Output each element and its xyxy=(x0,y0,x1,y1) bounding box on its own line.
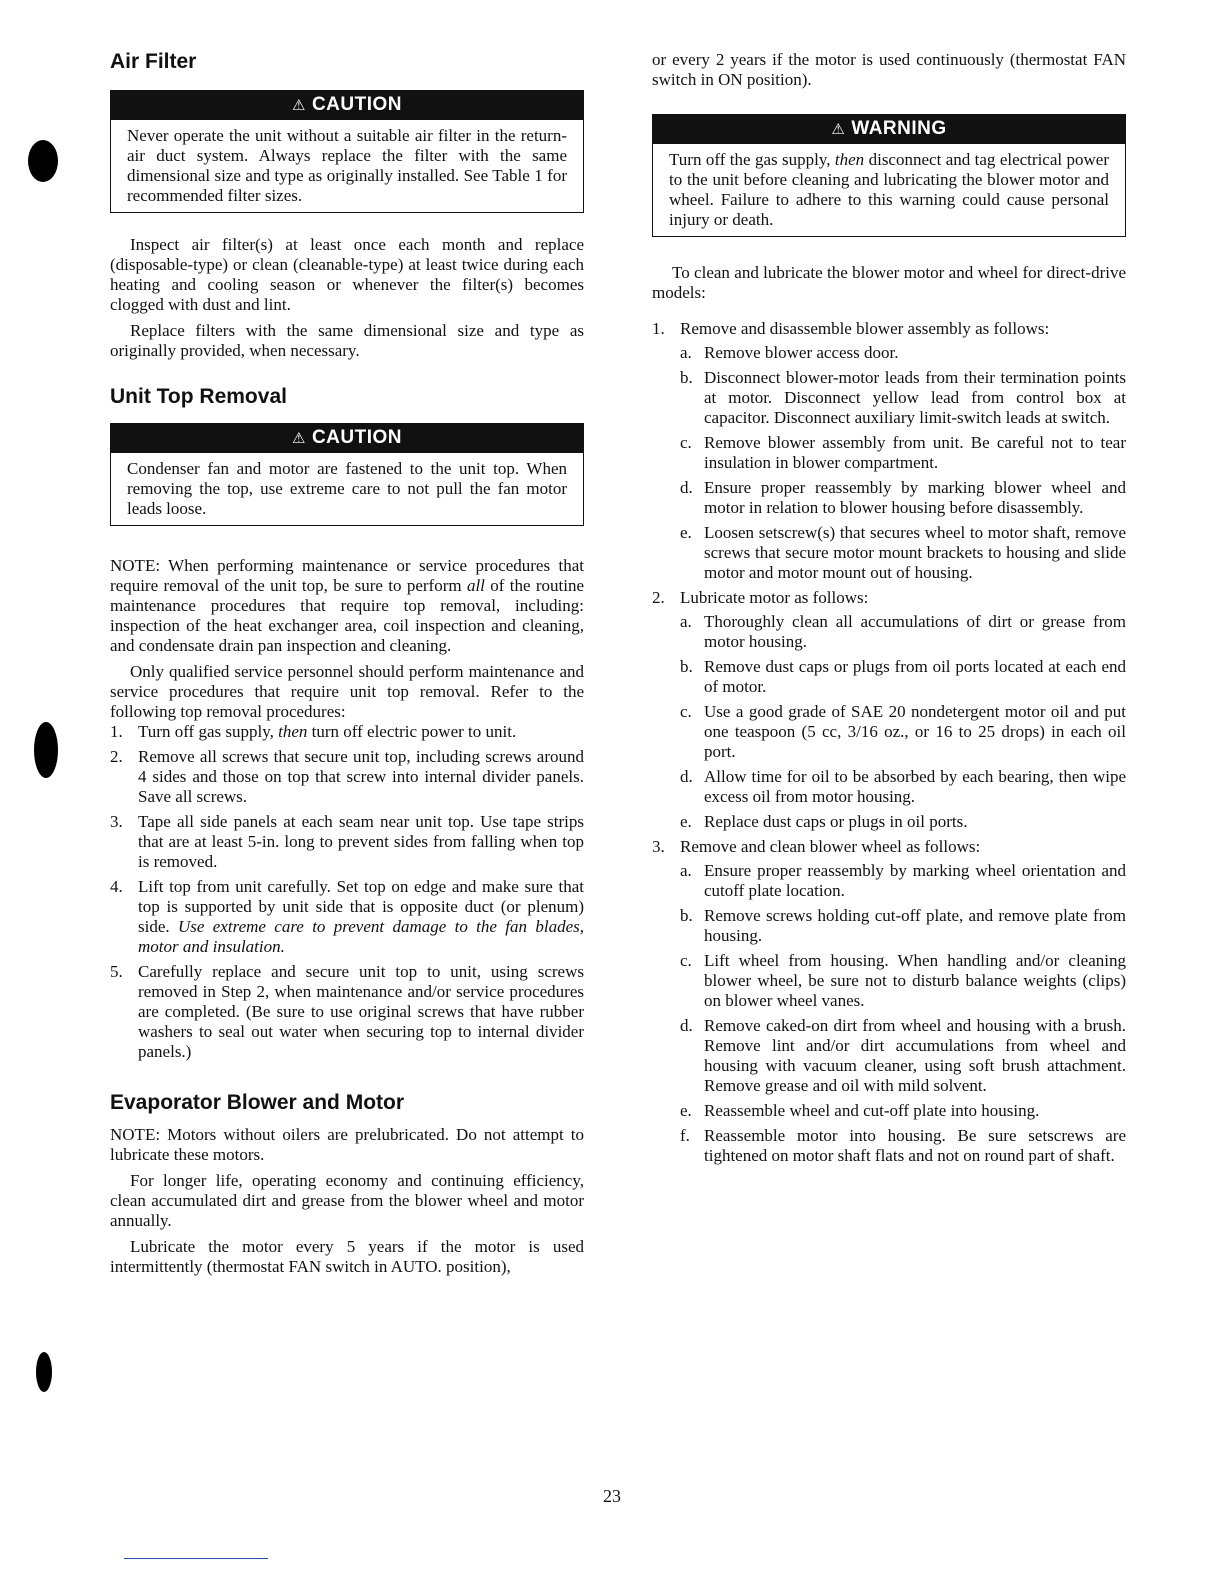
sub-list-item: e. Reassemble wheel and cut-off plate into housing. xyxy=(680,1101,1040,1120)
list-item: 5. Carefully replace and secure unit top to unit, using screws removed in Step 2, when maintenance and/or service procedures are completed. (Be sure to use original screws that have rubber washers to seal out water when securing top to internal divider panels.) xyxy=(110,962,584,1061)
page-number: 23 xyxy=(603,1486,621,1506)
warning-box xyxy=(652,114,1126,237)
right-column xyxy=(652,50,1126,1171)
sub-list-item: a. Thoroughly clean all accumulations of dirt or grease from motor housing. xyxy=(680,612,1126,651)
evaporator-note: NOTE: Motors without oilers are prelubricated. Do not attempt to lubricate these motors. xyxy=(110,1125,584,1164)
sub-list xyxy=(680,861,1126,1166)
warning-triangle-icon: ⚠ xyxy=(291,97,306,114)
warning-header: ⚠ WARNING xyxy=(653,115,1125,144)
binder-hole-bottom xyxy=(36,1352,52,1392)
binder-hole-middle xyxy=(34,722,58,778)
footer-rule xyxy=(124,1558,268,1559)
evaporator-paragraph-1: For longer life, operating economy and continuing efficiency, clean accumulated dirt and grease from the blower wheel and motor annually. xyxy=(110,1171,584,1230)
blower-intro-paragraph: To clean and lubricate the blower motor and wheel for direct-drive models: xyxy=(652,263,1126,302)
sub-list-item: b. Remove screws holding cut-off plate, and remove plate from housing. xyxy=(680,906,1126,945)
air-filter-paragraph-1: Inspect air filter(s) at least once each month and replace (disposable-type) or clean (cleanable-type) at least twice during each heating and cooling season or whenever the filter(s) becomes clogged with dust and lint. xyxy=(110,235,584,314)
unit-top-removal-heading: Unit Top Removal xyxy=(110,385,287,408)
caution-box-air-filter xyxy=(110,90,584,213)
list-item: 1. Remove and disassemble blower assembly as follows: a. Remove blower access door. b. Disconnect blower-motor leads from their termination points at motor. Disconnect yellow lead from control box at capacitor. Disconnect auxiliary limit-switch leads at switch. c. Remove blower assembly from unit. Be careful not to tear insulation in blower compartment. d. Ensure proper reassembly by marking blower wheel and motor in relation to blower housing before disassembly. e. Loosen setscrew(s) that secures wheel to motor shaft, remove screws that secure motor mount brackets to housing and slide motor and motor mount out of housing. xyxy=(652,319,1126,582)
warning-triangle-icon: ⚠ xyxy=(831,121,846,138)
evaporator-blower-heading: Evaporator Blower and Motor xyxy=(110,1091,405,1114)
list-item: 2. Lubricate motor as follows: a. Thoroughly clean all accumulations of dirt or grease from motor housing. b. Remove dust caps or plugs from oil ports located at each end of motor. c. Use a good grade of SAE 20 nondetergent motor oil and put one teaspoon (5 cc, 3/16 oz., or 16 to 25 drops) in each oil port. d. Allow time for oil to be absorbed by each bearing, then wipe excess oil from motor housing. e. Replace dust caps or plugs in oil ports. xyxy=(652,588,1126,831)
list-item: 3. Tape all side panels at each seam near unit top. Use tape strips that are at least 5-in. long to prevent sides from falling when top is removed. xyxy=(110,812,584,871)
sub-list-item: d. Ensure proper reassembly by marking blower wheel and motor in relation to blower housing before disassembly. xyxy=(680,478,1126,517)
sub-list-item: f. Reassemble motor into housing. Be sure setscrews are tightened on motor shaft flats and not on round part of shaft. xyxy=(680,1126,1126,1165)
sub-list xyxy=(680,343,1126,583)
list-item: 1. Turn off gas supply, then turn off electric power to unit. xyxy=(110,722,517,741)
sub-list-item: c. Remove blower assembly from unit. Be careful not to tear insulation in blower compartment. xyxy=(680,433,1126,472)
top-removal-steps xyxy=(110,722,584,1062)
sub-list-item: b. Disconnect blower-motor leads from their termination points at motor. Disconnect yellow lead from control box at capacitor. Disconnect auxiliary limit-switch leads at switch. xyxy=(680,368,1126,427)
sub-list-item: b. Remove dust caps or plugs from oil ports located at each end of motor. xyxy=(680,657,1126,696)
sub-list-item: d. Remove caked-on dirt from wheel and housing with a brush. Remove lint and/or dirt accumulations from wheel and housing with vacuum cleaner, using soft brush attachment. Remove grease and oil with mild solvent. xyxy=(680,1016,1126,1095)
warning-text: Turn off the gas supply, then disconnect and tag electrical power to the unit before cleaning and lubricating the blower motor and wheel. Failure to adhere to this warning could cause personal injury or death. xyxy=(669,150,1109,229)
sub-list xyxy=(680,612,1126,832)
left-column xyxy=(110,48,584,1277)
sub-list-item: d. Allow time for oil to be absorbed by each bearing, then wipe excess oil from motor housing. xyxy=(680,767,1126,806)
sub-list-item: c. Lift wheel from housing. When handling and/or cleaning blower wheel, be sure not to disturb balance weights (clips) on blower wheel vanes. xyxy=(680,951,1126,1010)
top-removal-note: NOTE: When performing maintenance or service procedures that require removal of the unit top, be sure to perform all of the routine maintenance procedures that require top removal, including: inspection of the heat exchanger area, coil inspection and cleaning, and condensate drain pan inspection and cleaning. xyxy=(110,556,584,655)
continued-paragraph: or every 2 years if the motor is used continuously (thermostat FAN switch in ON position). xyxy=(652,50,1126,89)
caution-header: ⚠ CAUTION xyxy=(111,91,583,120)
air-filter-paragraph-2: Replace filters with the same dimensional size and type as originally provided, when necessary. xyxy=(110,321,584,360)
caution-text: Condenser fan and motor are fastened to the unit top. When removing the top, use extreme care to not pull the fan motor leads loose. xyxy=(127,459,567,518)
sub-list-item: e. Loosen setscrew(s) that secures wheel to motor shaft, remove screws that secure motor mount brackets to housing and slide motor and motor mount out of housing. xyxy=(680,523,1126,582)
sub-list-item: a. Remove blower access door. xyxy=(680,343,899,362)
list-item: 2. Remove all screws that secure unit top, including screws around 4 sides and those on top that screw into internal divider panels. Save all screws. xyxy=(110,747,584,806)
blower-procedure-steps xyxy=(652,319,1126,1166)
warning-triangle-icon: ⚠ xyxy=(291,430,306,447)
air-filter-heading: Air Filter xyxy=(110,50,197,73)
qualified-personnel-paragraph: Only qualified service personnel should perform maintenance and service procedures that require unit top removal. Refer to the following top removal procedures: xyxy=(110,662,584,721)
list-item: 3. Remove and clean blower wheel as follows: a. Ensure proper reassembly by marking wheel orientation and cutoff plate location. b. Remove screws holding cut-off plate, and remove plate from housing. c. Lift wheel from housing. When handling and/or cleaning blower wheel, be sure not to disturb balance weights (clips) on blower wheel vanes. d. Remove caked-on dirt from wheel and housing with a brush. Remove lint and/or dirt accumulations from wheel and housing with vacuum cleaner, using soft brush attachment. Remove grease and oil with mild solvent. e. Reassemble wheel and cut-off plate into housing. f. Reassemble motor into housing. Be sure setscrews are tightened on motor shaft flats and not on round part of shaft. xyxy=(652,837,1126,1165)
sub-list-item: a. Ensure proper reassembly by marking wheel orientation and cutoff plate location. xyxy=(680,861,1126,900)
caution-box-unit-top xyxy=(110,423,584,526)
binder-hole-top xyxy=(28,140,58,182)
evaporator-paragraph-2: Lubricate the motor every 5 years if the motor is used intermittently (thermostat FAN switch in AUTO. position), xyxy=(110,1237,584,1276)
caution-header: ⚠ CAUTION xyxy=(111,424,583,453)
caution-text: Never operate the unit without a suitable air filter in the return-air duct system. Always replace the filter with the same dimensional size and type as originally installed. See Table 1 for recommended filter sizes. xyxy=(127,126,567,205)
sub-list-item: e. Replace dust caps or plugs in oil ports. xyxy=(680,812,968,831)
list-item: 4. Lift top from unit carefully. Set top on edge and make sure that top is supported by unit side that is opposite duct (or plenum) side. Use extreme care to prevent damage to the fan blades, motor and insulation. xyxy=(110,877,584,956)
sub-list-item: c. Use a good grade of SAE 20 nondetergent motor oil and put one teaspoon (5 cc, 3/16 oz., or 16 to 25 drops) in each oil port. xyxy=(680,702,1126,761)
